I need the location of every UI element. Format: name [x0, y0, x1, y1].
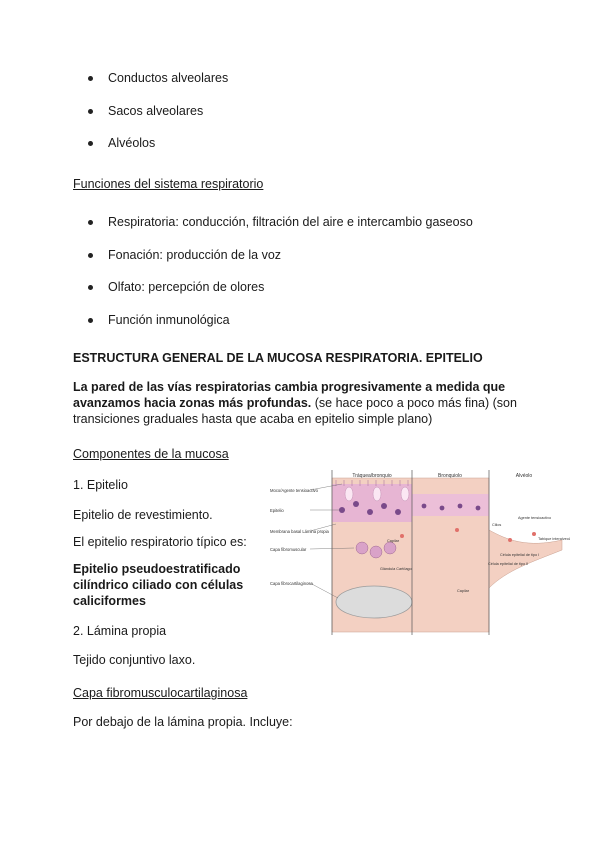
- paragraph-line: Tejido conjuntivo laxo.: [73, 653, 196, 667]
- bold-definition: cilíndrico ciliado con células: [73, 578, 244, 592]
- list-item: [88, 135, 155, 151]
- bullet-icon: [88, 109, 93, 114]
- figure-label: Capa fibrocartilaginosa: [270, 581, 313, 586]
- list-item: [88, 70, 228, 86]
- bullet-icon: [88, 220, 93, 225]
- column-title: Bronquiolo: [438, 473, 462, 479]
- paragraph-line: transiciones graduales hasta que acaba en epitelio simple plano): [73, 412, 433, 426]
- figure-label: Capa fibromuscular: [270, 547, 307, 552]
- bold-definition: caliciformes: [73, 594, 146, 608]
- figure-label: Agente tensioactivo: [518, 516, 552, 520]
- numbered-item: 1. Epitelio: [73, 478, 128, 492]
- figure-label: Tabique interalveolar: [538, 537, 570, 541]
- list-item: [88, 279, 264, 295]
- list-item-text: Alvéolos: [108, 136, 156, 150]
- bullet-icon: [88, 285, 93, 290]
- bullet-icon: [88, 253, 93, 258]
- left-labels: [270, 488, 330, 586]
- section-heading-componentes: Componentes de la mucosa: [73, 447, 229, 461]
- list-item-text: Función inmunológica: [108, 313, 230, 327]
- bullet-icon: [88, 141, 93, 146]
- paragraph-line: [73, 395, 517, 411]
- figure-label: Capilar: [387, 539, 400, 543]
- bullet-icon: [88, 318, 93, 323]
- list-item: [88, 103, 203, 119]
- paragraph-bold-text: avanzamos hacia zonas más profundas.: [73, 396, 312, 410]
- histology-diagram: [252, 470, 570, 635]
- column-title: Alvéolo: [515, 473, 533, 479]
- paragraph-line: Epitelio de revestimiento.: [73, 508, 213, 522]
- figure-label: Epitelio: [270, 508, 284, 513]
- epithelium-band: [332, 484, 412, 522]
- section-heading-capa: Capa fibromusculocartilaginosa: [73, 686, 248, 700]
- histology-figure: [252, 470, 570, 635]
- list-item: [88, 247, 281, 263]
- section-heading-estructura: ESTRUCTURA GENERAL DE LA MUCOSA RESPIRATORIA. EPITELIO: [73, 351, 483, 365]
- list-item-text: Olfato: percepción de olores: [108, 280, 265, 294]
- paragraph-line: Por debajo de la lámina propia. Incluye:: [73, 715, 293, 729]
- column-title: Tráquea/bronquio: [352, 473, 392, 479]
- bold-definition: Epitelio pseudoestratificado: [73, 562, 241, 576]
- figure-label: Moco/Agente tensioactivo: [270, 488, 318, 493]
- bullet-icon: [88, 76, 93, 81]
- list-item-text: Sacos alveolares: [108, 104, 204, 118]
- list-item: [88, 214, 473, 230]
- list-item-text: Conductos alveolares: [108, 71, 229, 85]
- list-item-text: Fonación: producción de la voz: [108, 248, 282, 262]
- figure-label: Cilios: [492, 523, 502, 527]
- figure-label: Célula epitelial de tipo I: [500, 553, 540, 557]
- figure-label: Glándula Cartílago: [380, 567, 412, 571]
- paragraph-line: El epitelio respiratorio típico es:: [73, 535, 247, 549]
- figure-label: Capilar: [457, 589, 470, 593]
- paragraph-text: (se hace poco a poco más fina) (son: [311, 396, 517, 410]
- figure-label: Célula epitelial de tipo II: [488, 562, 529, 566]
- list-item: [88, 312, 230, 328]
- numbered-item: 2. Lámina propia: [73, 624, 167, 638]
- cartilage-shape: [336, 586, 412, 618]
- figure-label: Membrana basal Lámina propia: [270, 529, 329, 534]
- paragraph-line: La pared de las vías respiratorias cambia progresivamente a medida que: [73, 380, 506, 394]
- section-heading-funciones: Funciones del sistema respiratorio: [73, 177, 264, 191]
- list-item-text: Respiratoria: conducción, filtración del aire e intercambio gaseoso: [108, 215, 473, 229]
